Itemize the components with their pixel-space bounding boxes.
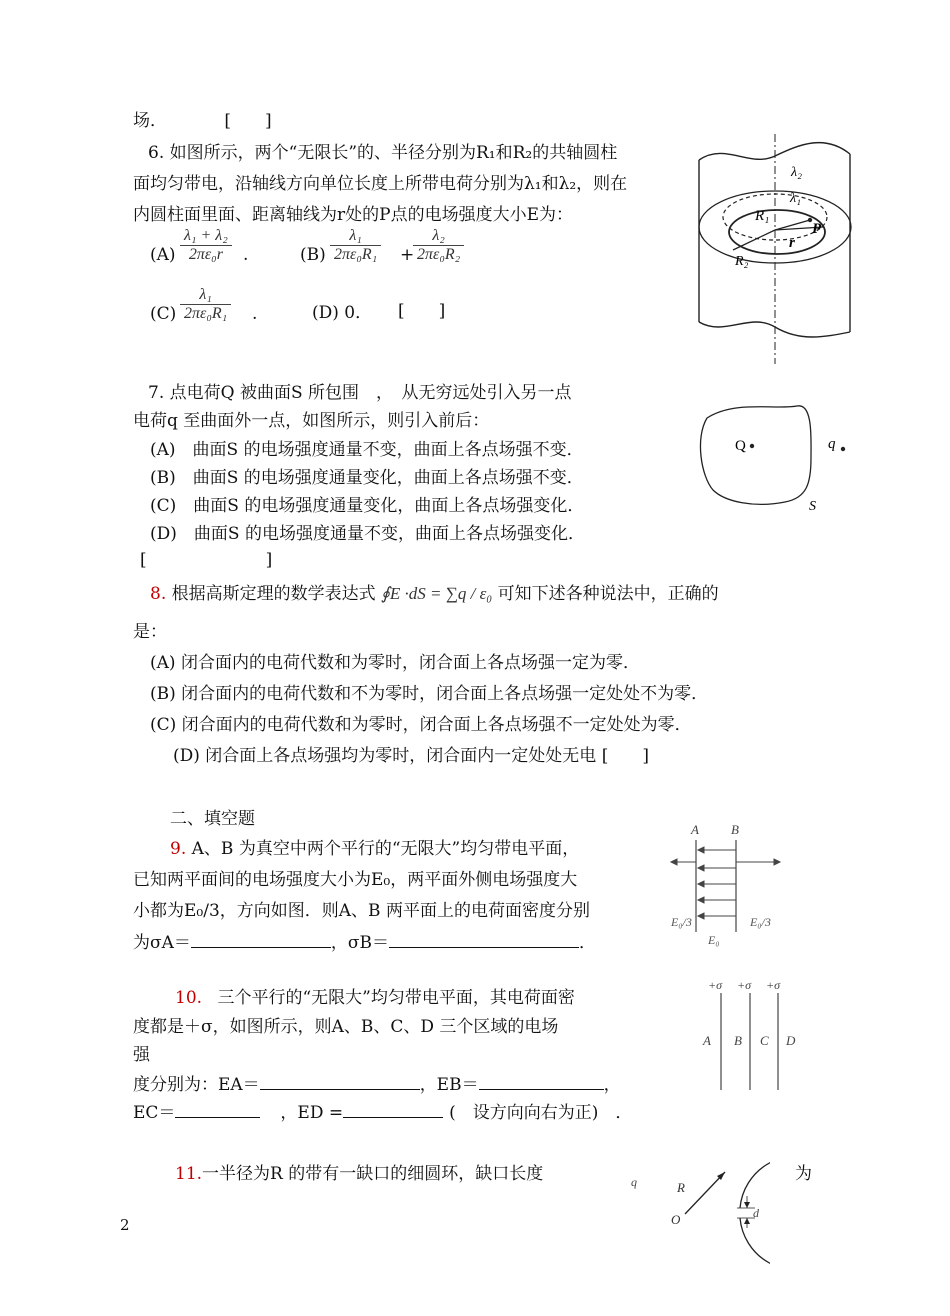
q6-a-numerator: λ₁ + λ₂ <box>184 227 228 244</box>
page-number: 2 <box>120 1216 130 1234</box>
q6-line1: 6. 如图所示，两个“无限长”的、半径分别为R₁和R₂的共轴圆柱 <box>148 143 618 163</box>
q6-option-b-label[interactable]: (B) <box>300 245 326 265</box>
q10-fig-sigma2: +σ <box>737 978 752 992</box>
q6-fig-p: P <box>812 221 822 237</box>
q10-line1: 10. 三个平行的“无限大”均匀带电平面，其电荷面密 <box>175 988 575 1008</box>
q10-fig-sigma1: +σ <box>708 978 723 992</box>
q6-fig-r: r <box>789 235 795 251</box>
q6-option-b-fraction2 <box>413 227 464 264</box>
q8-option-a[interactable]: (A) 闭合面内的电荷代数和为零时，闭合面上各点场强一定为零． <box>150 653 640 673</box>
q7-line2: 电荷q 至曲面外一点，如图所示，则引入前后： <box>133 411 490 431</box>
q10-fig-sigma3: +σ <box>766 978 781 992</box>
q6-line3: 内圆柱面里面、距离轴线为r处的P点的电场强度大小E为： <box>133 205 573 225</box>
q6-option-a-label[interactable]: (A) <box>150 245 176 265</box>
q7-option-b[interactable]: (B) 曲面S 的电场强度通量变化，曲面上各点场强不变． <box>150 468 584 488</box>
q7-fig-q: q <box>828 436 836 452</box>
q6-a-dot: . <box>243 245 249 265</box>
q9-number: 9. <box>170 839 187 859</box>
q6-b-denominator1: 2πε₀R₁ <box>330 245 381 264</box>
q8-option-c[interactable]: (C) 闭合面内的电荷代数和为零时，闭合面上各点场强不一定处处为零． <box>150 715 692 735</box>
q6-option-d[interactable]: (D) 0． <box>312 303 373 323</box>
q9-line3: 小都为E₀/3，方向如图．则A、B 两平面上的电荷面密度分别 <box>133 901 590 921</box>
q10-blank-EC[interactable] <box>175 1101 260 1118</box>
q8-option-b[interactable]: (B) 闭合面内的电荷代数和不为零时，闭合面上各点场强一定处处不为零． <box>150 684 709 704</box>
q11-fig-O: O <box>671 1212 681 1227</box>
q9-planes-figure <box>665 820 795 950</box>
q9-line2: 已知两平面间的电场强度大小为E₀，两平面外侧电场强度大 <box>133 870 578 890</box>
q9-fig-B: B <box>731 822 739 837</box>
answer-bracket-6[interactable]: [ ] <box>398 301 446 321</box>
q6-fig-r2: R₂ <box>735 254 749 269</box>
q8-number: 8. <box>150 584 167 604</box>
q7-fig-S: S <box>809 499 816 514</box>
q6-fig-r1: R₁ <box>755 208 770 224</box>
q6-option-b-fraction1 <box>330 227 381 264</box>
q6-c-dot: . <box>252 304 258 324</box>
q11-number: 11. <box>175 1164 203 1184</box>
q10-blank-EB[interactable] <box>479 1073 604 1090</box>
q8-option-d[interactable]: (D) 闭合面上各点场强均为零时，闭合面内一定处处无电 [ ] <box>173 746 649 766</box>
q7-surface-figure <box>695 398 855 520</box>
q6-c-denominator: 2πε₀R₁ <box>180 304 231 323</box>
q7-option-a[interactable]: (A) 曲面S 的电场强度通量不变，曲面上各点场强不变． <box>150 440 584 460</box>
q9-line1: 9. A、B 为真空中两个平行的“无限大”均匀带电平面， <box>170 839 580 859</box>
q9-fig-left-field: E₀/3 <box>671 915 692 929</box>
q10-line3: 强 <box>133 1045 150 1065</box>
q11-fig-q: q <box>631 1175 637 1189</box>
q6-b-numerator1: λ₁ <box>349 227 362 244</box>
q6-option-a-fraction <box>180 227 232 264</box>
q6-option-c-fraction <box>180 286 231 323</box>
q6-b-plus: + <box>400 245 415 265</box>
q10-line5: EC＝ ，ED = ( 设方向向右为正) ． <box>133 1103 633 1123</box>
q11-fig-R: R <box>677 1180 685 1195</box>
q11-fig-d: d <box>753 1206 759 1220</box>
q6-fig-lambda2: λ₂ <box>791 165 802 180</box>
gauss-formula: ∮E ·dS = ∑q / ε₀ <box>381 584 493 603</box>
q10-fig-B: B <box>734 1033 742 1048</box>
q10-fig-A: A <box>703 1033 711 1048</box>
q6-b-numerator2: λ₂ <box>432 227 445 244</box>
q6-c-numerator: λ₁ <box>199 286 212 303</box>
q7-option-d[interactable]: (D) 曲面S 的电场强度通量不变，曲面上各点场强变化． <box>150 524 585 544</box>
q11-line1-end: 为 <box>795 1164 812 1184</box>
q11-ring-figure <box>625 1152 770 1278</box>
q11-line1: 11.一半径为R 的带有一缺口的细圆环，缺口长度 <box>175 1164 544 1184</box>
q6-b-denominator2: 2πε₀R₂ <box>413 245 464 264</box>
q6-fig-lambda1: λ₁ <box>790 191 801 206</box>
q10-blank-ED[interactable] <box>343 1101 443 1118</box>
q8-line2: 是： <box>133 622 167 642</box>
answer-bracket-5[interactable]: [ ] <box>224 111 272 131</box>
q10-number: 10. <box>175 988 203 1008</box>
q7-option-c[interactable]: (C) 曲面S 的电场强度通量变化，曲面上各点场强变化． <box>150 496 585 516</box>
q9-fig-middle-field: E₀ <box>708 933 720 947</box>
q9-blank-sigmaB[interactable] <box>389 931 579 948</box>
q9-blank-sigmaA[interactable] <box>191 931 331 948</box>
q10-fig-D: D <box>786 1033 796 1048</box>
q6-cylinder-figure <box>695 132 865 367</box>
top-line: 场． [ ] <box>133 111 272 131</box>
q6-line2: 面均匀带电，沿轴线方向单位长度上所带电荷分别为λ₁和λ₂，则在 <box>133 174 628 194</box>
q10-line2: 度都是＋σ，如图所示，则A、B、C、D 三个区域的电场 <box>133 1017 559 1037</box>
q6-a-denominator: 2πε₀r <box>180 245 232 264</box>
section-title-fill-in: 二、填空题 <box>170 809 255 829</box>
q9-fig-A: A <box>691 822 699 837</box>
q8-line1: 8. 根据高斯定理的数学表达式 ∮E ·dS = ∑q / ε₀ 可知下述各种说法中，正确的 <box>150 584 719 604</box>
q6-option-c-label[interactable]: (C) <box>150 304 177 324</box>
q10-blank-EA[interactable] <box>260 1073 420 1090</box>
q7-fig-Q: Q <box>735 438 746 454</box>
q7-line1: 7. 点电荷Q 被曲面S 所包围 ， 从无穷远处引入另一点 <box>148 383 572 403</box>
q10-planes-figure <box>698 975 808 1095</box>
q9-line4: 为σA＝ ，σB＝ ． <box>133 933 596 953</box>
answer-bracket-7[interactable]: [ ] <box>140 550 273 570</box>
q9-fig-right-field: E₀/3 <box>750 915 771 929</box>
q10-fig-C: C <box>760 1033 769 1048</box>
q10-line4: 度分别为：EA＝ ，EB＝ ， <box>133 1075 621 1095</box>
